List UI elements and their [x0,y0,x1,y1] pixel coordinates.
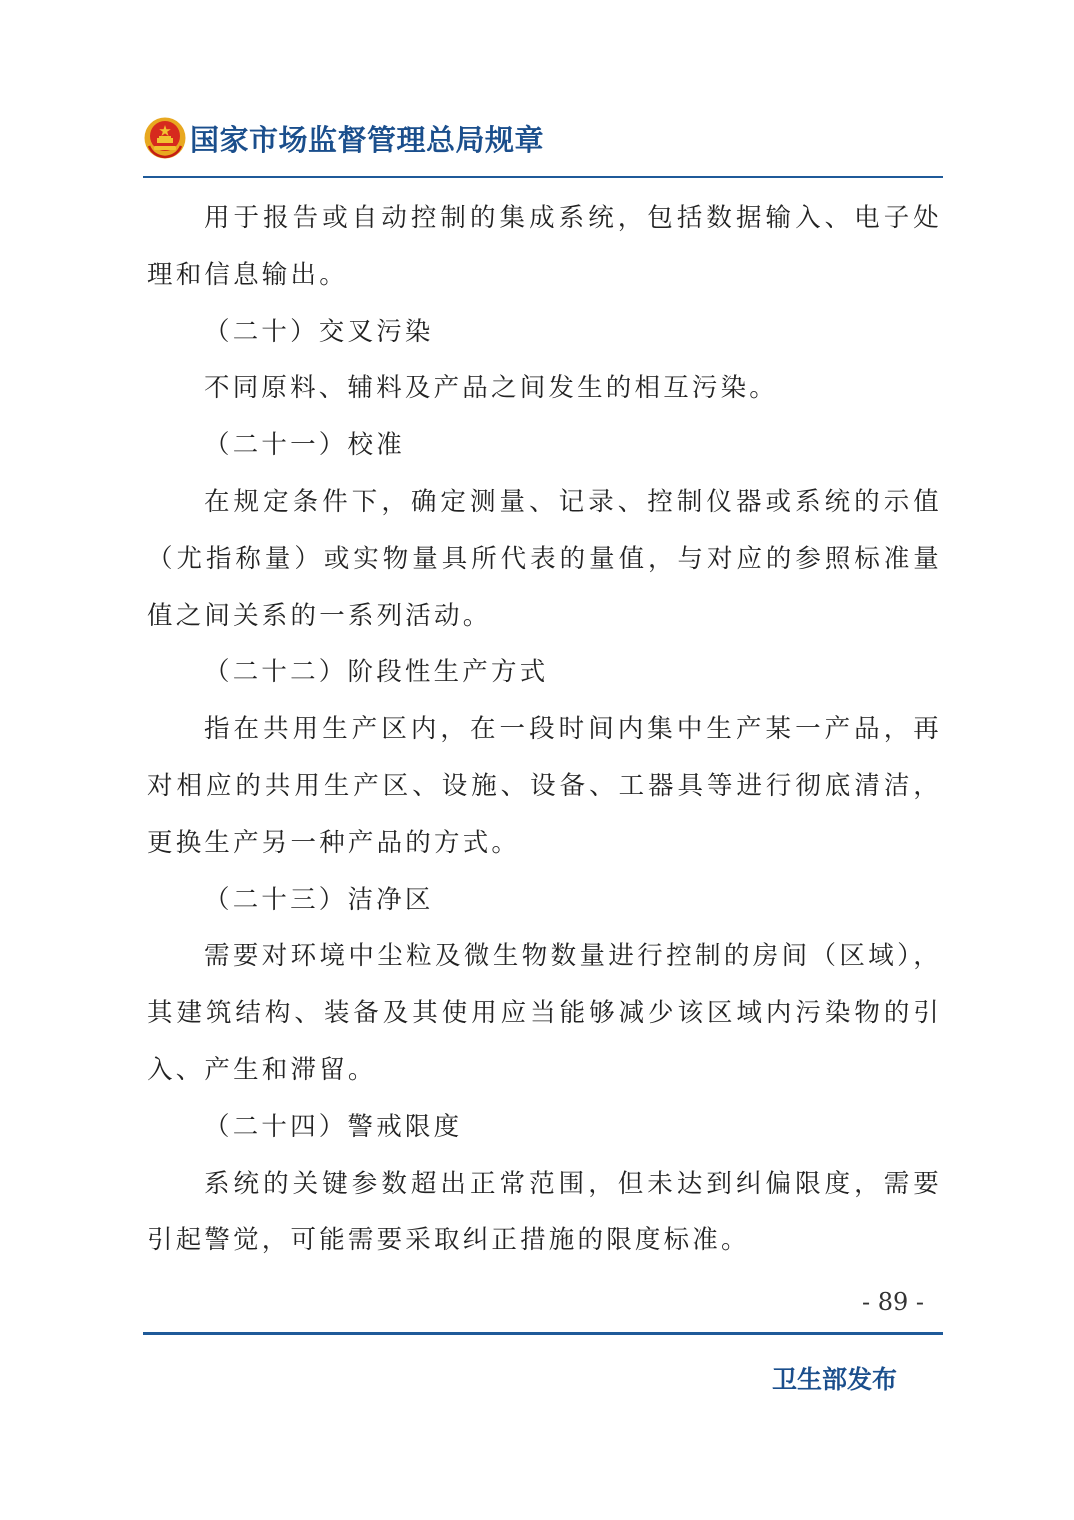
section-heading: （二十三）洁净区 [204,884,434,915]
section-heading: （二十）交叉污染 [204,316,434,347]
header-divider [143,176,943,178]
paragraph: 不同原料、辅料及产品之间发生的相互污染。 [204,373,779,404]
footer-divider [143,1332,943,1335]
paragraph: 指在共用生产区内，在一段时间内集中生产某一产品，再对相应的共用生产区、设施、设备、工器具等进行彻底清洁，更换生产另一种产品的方式。 [147,714,942,858]
paragraph: 需要对环境中尘粒及微生物数量进行控制的房间（区域），其建筑结构、装备及其使用应当能够减少该区域内污染物的引入、产生和滞留。 [147,941,942,1085]
section-heading: （二十四）警戒限度 [204,1111,463,1142]
national-emblem-icon [143,116,187,160]
paragraph: 在规定条件下，确定测量、记录、控制仪器或系统的示值（尤指称量）或实物量具所代表的量值，与对应的参照标准量值之间关系的一系列活动。 [147,486,942,631]
section-heading: （二十一）校准 [204,430,405,461]
section-heading: （二十二）阶段性生产方式 [204,657,549,688]
paragraph: 用于报告或自动控制的集成系统，包括数据输入、电子处理和信息输出。 [147,203,942,290]
header-title: 国家市场监督管理总局规章 [190,123,545,157]
page-number: - 89 - [862,1288,925,1316]
page-header [143,112,943,164]
document-body [147,190,942,1269]
paragraph: 系统的关键参数超出正常范围，但未达到纠偏限度，需要引起警觉，可能需要采取纠正措施的限度标准。 [147,1168,942,1256]
footer-publisher: 卫生部发布 [772,1365,898,1394]
